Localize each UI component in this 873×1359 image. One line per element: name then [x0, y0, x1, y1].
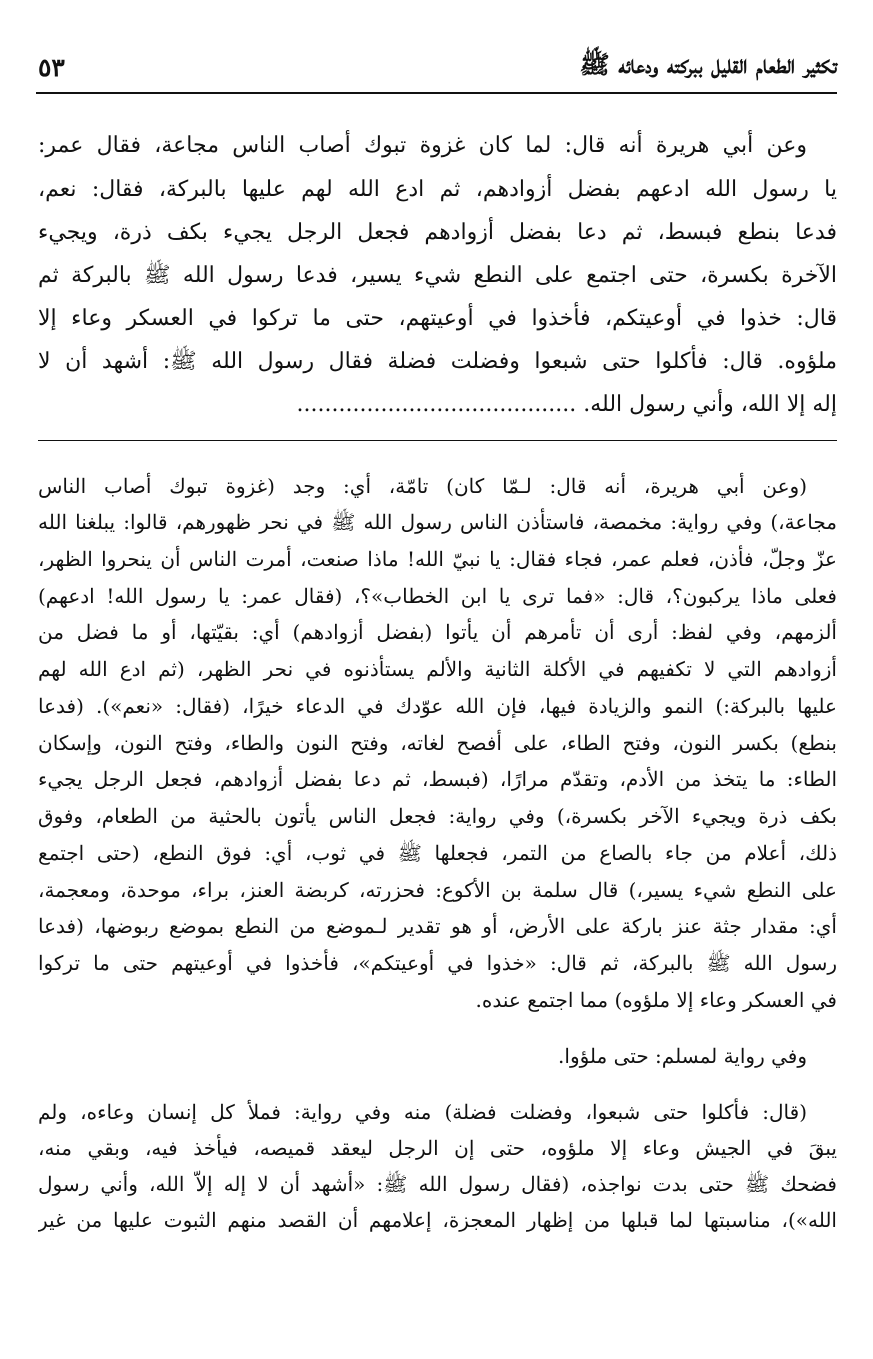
- commentary-line: أزوادهم التي لا تكفيهم في الأكلة الثانية والألم يستأذنوه في نحر الظهر، (ثم ادع الله لهم: [38, 657, 837, 681]
- commentary-line: على النطع شيء يسير،) قال سلمة بن الأكوع: فحزرته، كربضة العنز، براء، موحدة، ومعجمة،: [38, 878, 837, 902]
- section-rule: [38, 440, 837, 441]
- commentary-line: يبقَ في الجيش وعاء إلا ملؤوه، حتى إن الرجل ليعقد قميصه، فيأخذ فيه، وبقي منه،: [38, 1136, 837, 1160]
- commentary-line: وفي رواية لمسلم: حتى ملؤوا.: [558, 1044, 807, 1068]
- commentary-line: الله»)، مناسبتها لما قبلها من إظهار المعجزة، إعلامهم أن القصد منهم الثبوت عليها من غير: [38, 1208, 837, 1232]
- commentary-line: ذلك، أعلام من جاء بالصاع من التمر، فجعلها ﷺ في ثوب، أي: فوق النطع، (حتى اجتمع: [38, 841, 837, 865]
- hadith-line: الآخرة بكسرة، حتى اجتمع على النطع شيء يسير، فدعا رسول الله ﷺ بالبركة ثم: [38, 263, 837, 288]
- hadith-line: إله إلا الله، وأني رسول الله. ........................................: [296, 392, 837, 417]
- commentary-line: مجاعة،) وفي رواية: مخمصة، فاستأذن الناس رسول الله ﷺ في نحر ظهورهم، قالوا: يبلغنا الله: [38, 510, 837, 534]
- running-header: [38, 44, 837, 90]
- commentary-line: بنطع) بكسر النون، وفتح الطاء، على أفصح لغاته، وفتح النون والطاء، وفتح النون، وإسكان: [38, 731, 837, 755]
- commentary-line: رسول الله ﷺ بالبركة، ثم قال: «خذوا في أوعيتكم»، فأخذوا في أوعيتهم حتى ما تركوا: [38, 951, 837, 975]
- commentary-line: في العسكر وعاء إلا ملؤوه) مما اجتمع عنده.: [475, 988, 837, 1012]
- commentary-line: عليها بالبركة:) النمو والزيادة فيها، فإن الله عوّدك في الدعاء خيرًا، (فقال: «نعم»). (فدعا: [38, 694, 837, 718]
- commentary-line: أي: مقدار جثة عنز باركة على الأرض، أو هو تقدير لـموضع من النطع بموضع ربوضها، (فدعا: [38, 914, 837, 938]
- commentary-line: عزّ وجلّ، فأذن، فعلم عمر، فجاء فقال: يا نبيّ الله! ماذا صنعت، أمرت الناس أن ينحروا الظهر،: [38, 547, 837, 571]
- page-number: ٥٣: [38, 52, 65, 82]
- commentary-line: بكف ذرة ويجيء الآخر بكسرة،) وفي رواية: فجعل الناس يأتون بالحثية من الطعام، وفوق: [38, 804, 837, 828]
- hadith-line: فدعا بنطع فبسط، ثم دعا بفضل أزوادهم فجعل الرجل يجيء بكف ذرة، ويجيء: [38, 220, 837, 245]
- hadith-line: يا رسول الله ادعهم بفضل أزوادهم، ثم ادع الله لهم عليها بالبركة، فقال: نعم،: [38, 177, 837, 202]
- chapter-title: تكثير الطعام القليل ببركته ودعائه ﷺ: [579, 49, 837, 79]
- commentary-line: (وعن أبي هريرة، أنه قال: لـمّا كان) تامّة، أي: وجد (غزوة تبوك أصاب الناس: [38, 474, 807, 498]
- hadith-line: وعن أبي هريرة أنه قال: لما كان غزوة تبوك أصاب الناس مجاعة، فقال عمر:: [38, 133, 807, 158]
- commentary-line: فضحك ﷺ حتى بدت نواجذه، (فقال رسول الله ﷺ: «أشهد أن لا إله إلاّ الله، وأني رسول: [38, 1172, 837, 1196]
- commentary-line: (قال: فأكلوا حتى شبعوا، وفضلت فضلة) منه وفي رواية: فملأ كل إنسان وعاءه، ولم: [38, 1100, 807, 1124]
- commentary-line: الطاء: ما يتخذ من الأدم، وتقدّم مرارًا، (فبسط، ثم دعا بفضل أزوادهم، فجعل الرجل يجيء: [38, 767, 837, 791]
- hadith-line: قال: خذوا في أوعيتكم، فأخذوا في أوعيتهم، حتى ما تركوا في العسكر وعاء إلا: [38, 306, 837, 331]
- hadith-line: ملؤوه. قال: فأكلوا حتى شبعوا وفضلت فضلة فقال رسول الله ﷺ: أشهد أن لا: [38, 349, 837, 374]
- commentary-line: فعلى ماذا يركبون؟، قال: «فما ترى يا ابن الخطاب»؟، (فقال عمر: يا رسول الله! ادعهم): [38, 584, 837, 608]
- commentary-line: ألزمهم، وفي لفظ: أرى أن تأمرهم أن يأتوا (بفضل أزوادهم) أي: بقيّتها، أو ما فضل من: [38, 620, 837, 644]
- header-rule: [36, 92, 837, 94]
